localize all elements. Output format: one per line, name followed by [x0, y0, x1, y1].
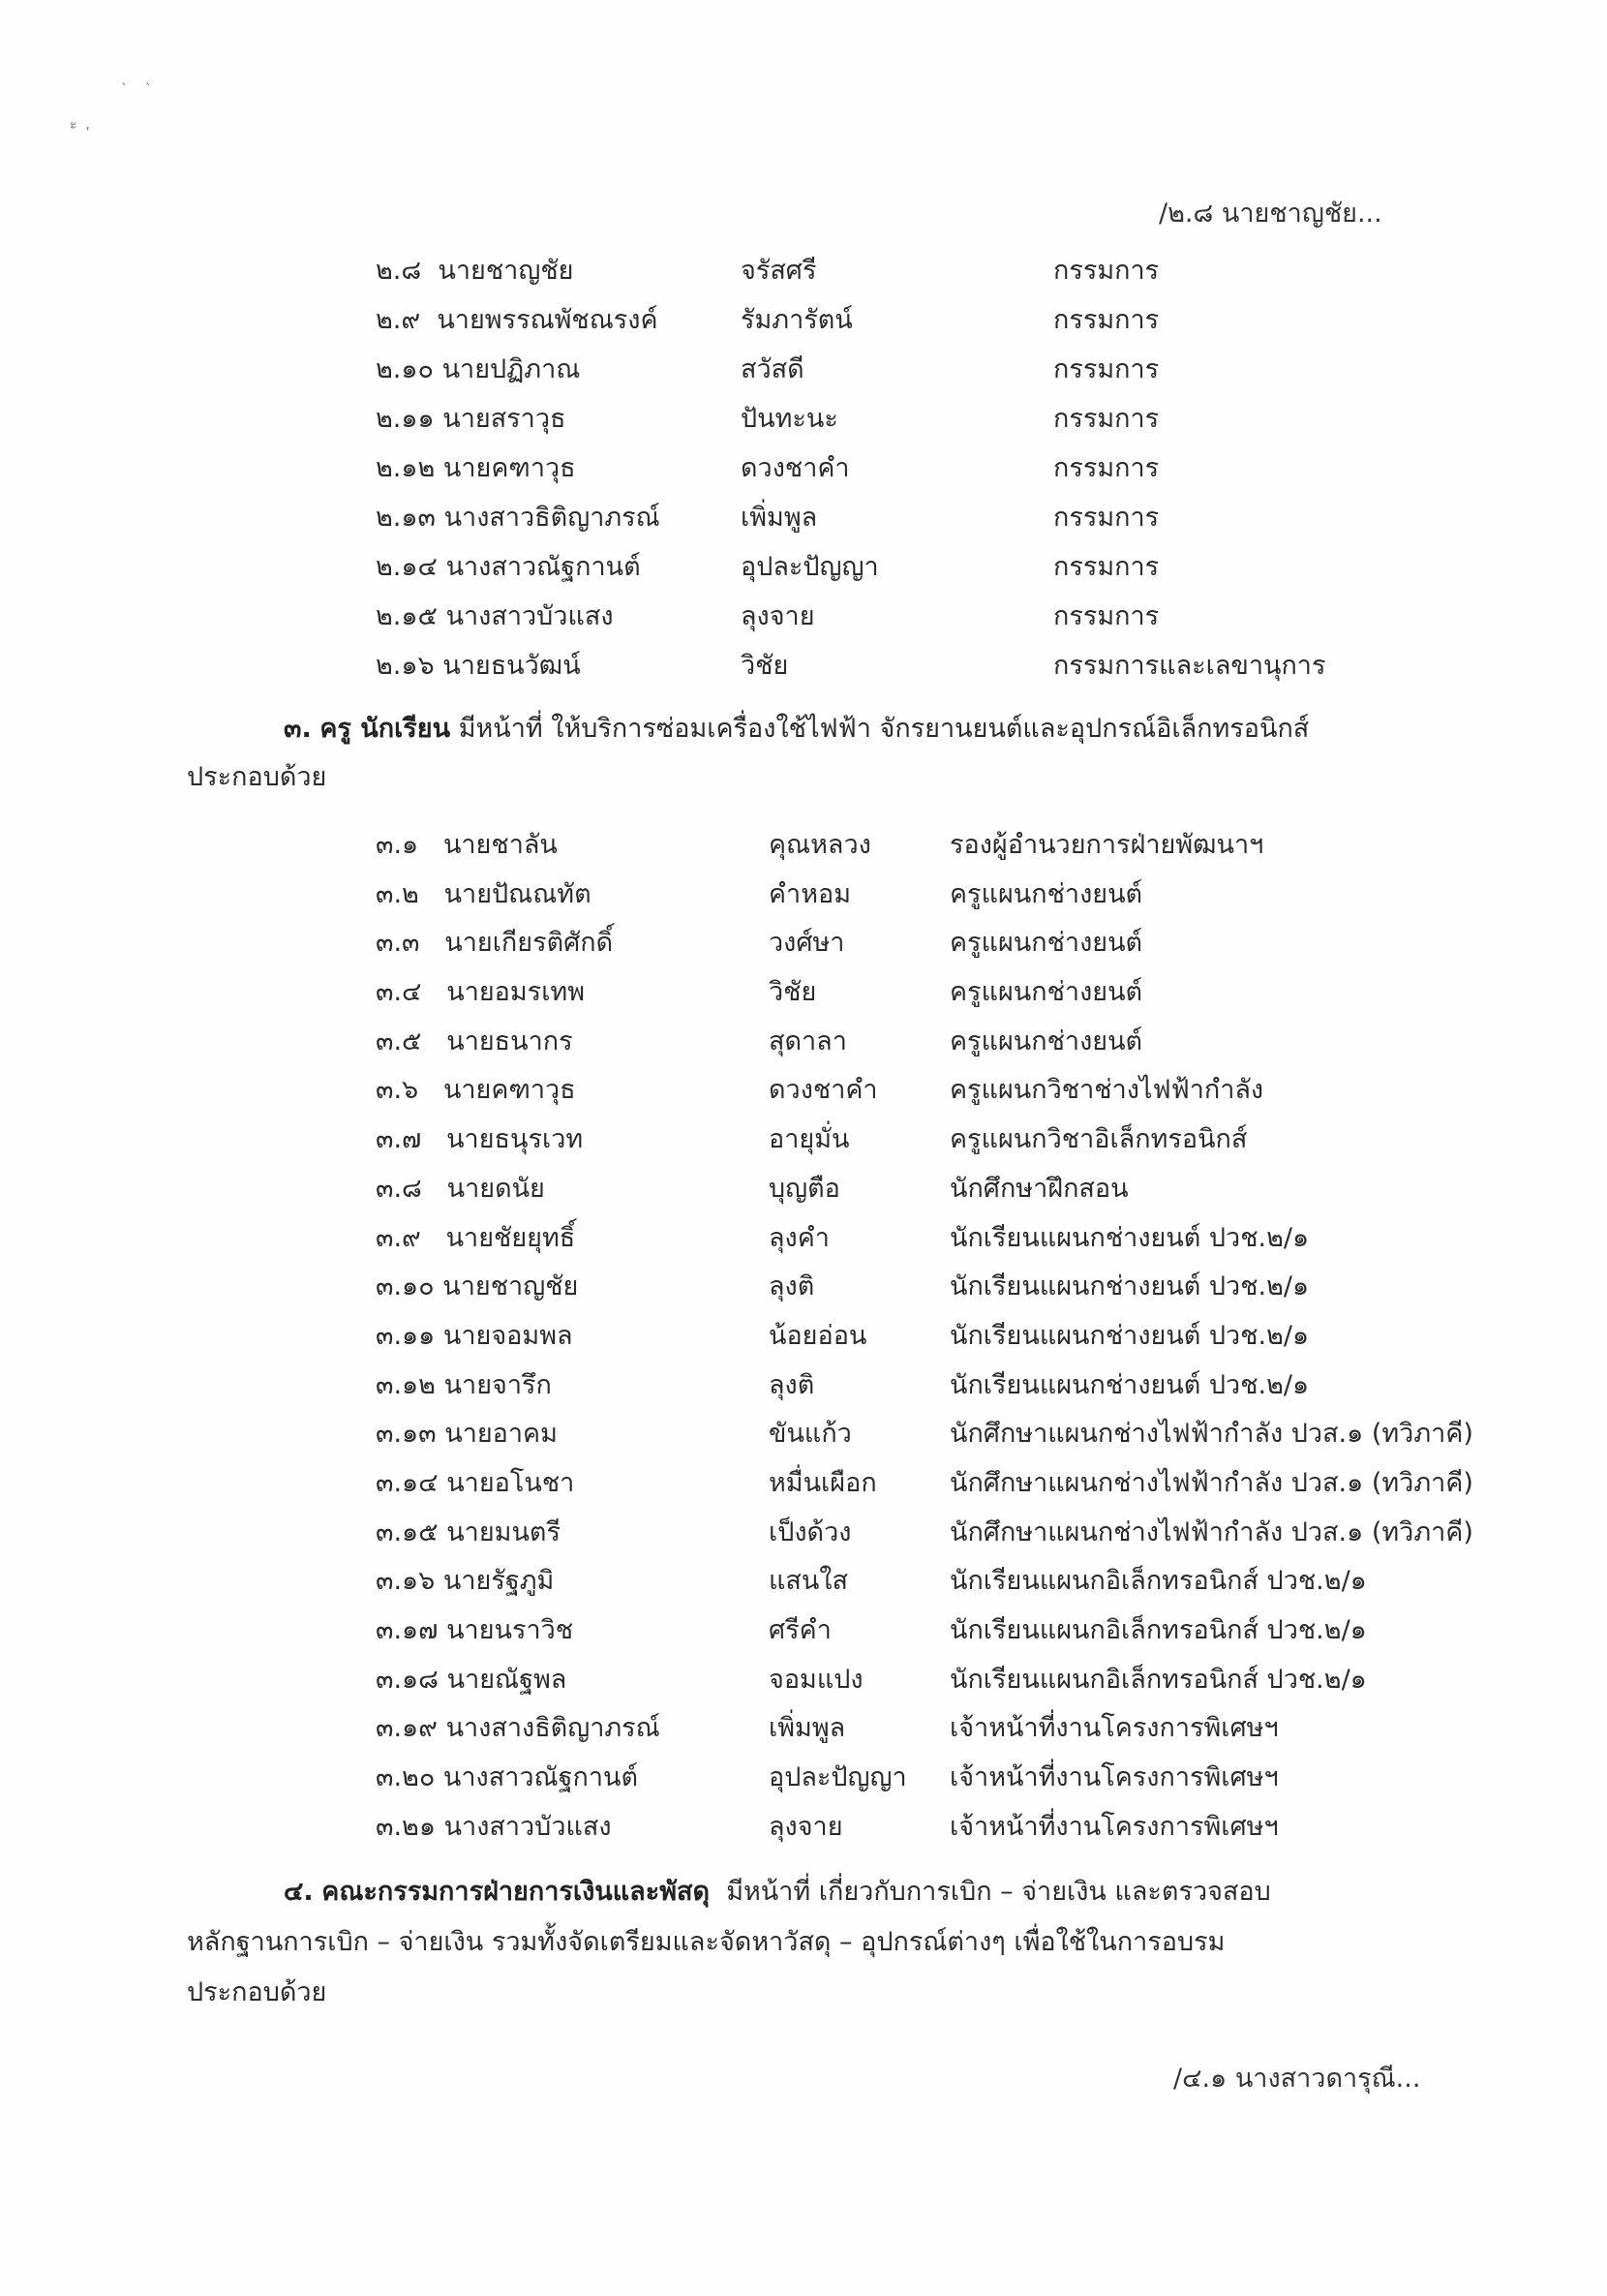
- member-number: ๓.๘: [376, 1173, 422, 1204]
- continuation-header: /๒.๘ นายชาญชัย...: [1159, 199, 1382, 229]
- member-number: ๓.๒: [376, 878, 419, 909]
- member-surname: วิชัย: [741, 651, 789, 681]
- member-row: [376, 1549, 1557, 1599]
- member-role: กรรมการ: [1053, 552, 1160, 582]
- member-row: [376, 634, 1557, 684]
- member-surname: ลุงคำ: [769, 1222, 830, 1253]
- member-name: ๓.๑๓ นายอาคม: [376, 1419, 558, 1450]
- member-row: [376, 338, 1557, 387]
- member-role: นักเรียนแผนกอิเล็กทรอนิกส์ ปวช.๒/๑: [950, 1615, 1367, 1645]
- member-role: นักศึกษาฝึกสอน: [950, 1173, 1129, 1204]
- member-role: กรรมการ: [1053, 601, 1160, 631]
- member-role: นักเรียนแผนกช่างยนต์ ปวช.๒/๑: [950, 1271, 1310, 1302]
- member-number: ๓.๑: [376, 830, 419, 860]
- member-row: [376, 1207, 1557, 1256]
- member-name: ๓.๑๑ นายจอมพล: [376, 1320, 573, 1351]
- member-name: ๓.๑๒ นายจารึก: [376, 1369, 552, 1400]
- member-number: ๓.๑๗: [376, 1615, 439, 1645]
- member-number: ๓.๑๕: [376, 1516, 439, 1547]
- member-role: นักศึกษาแผนกช่างไฟฟ้ากำลัง ปวส.๑ (ทวิภาคี): [950, 1516, 1473, 1547]
- member-surname: น้อยอ่อน: [769, 1320, 867, 1351]
- member-number: ๓.๑๖: [376, 1566, 436, 1597]
- member-row: [376, 289, 1557, 338]
- section-4-description-line2: หลักฐานการเบิก – จ่ายเงิน รวมทั้งจัดเตรียมและจัดหาวัสดุ – อุปกรณ์ต่างๆ เพื่อใช้ในการอบรม: [187, 1927, 1226, 1957]
- member-role: กรรมการ: [1053, 256, 1160, 286]
- member-role: กรรมการ: [1053, 354, 1160, 384]
- member-number: ๒.๑๐: [376, 354, 434, 384]
- member-row: [376, 1255, 1557, 1304]
- member-number: ๓.๔: [376, 977, 422, 1008]
- member-role: ครูแผนกวิชาอิเล็กทรอนิกส์: [950, 1124, 1248, 1155]
- member-name: ๓.๔ นายอมรเทพ: [376, 977, 586, 1008]
- member-row: [376, 1010, 1557, 1059]
- member-role: รองผู้อำนวยการฝ่ายพัฒนาฯ: [950, 830, 1264, 860]
- section-4-description-line1: มีหน้าที่ เกี่ยวกับการเบิก – จ่ายเงิน และตรวจสอบ: [726, 1877, 1271, 1907]
- member-number: ๒.๑๓: [376, 503, 436, 533]
- member-surname: ลุงจาย: [741, 601, 815, 631]
- member-number: ๓.๕: [376, 1026, 422, 1056]
- member-row: [376, 1058, 1557, 1108]
- member-name: ๓.๖ นายคฑาวุธ: [376, 1075, 576, 1106]
- member-row: [376, 1452, 1557, 1501]
- member-number: ๒.๑๑: [376, 404, 435, 434]
- member-row: [376, 387, 1557, 437]
- member-row: [376, 585, 1557, 634]
- member-role: นักศึกษาแผนกช่างไฟฟ้ากำลัง ปวส.๑ (ทวิภาคี): [950, 1467, 1473, 1498]
- member-surname: คุณหลวง: [769, 830, 871, 860]
- member-row: [376, 1108, 1557, 1157]
- member-role: กรรมการและเลขานุการ: [1053, 651, 1326, 681]
- member-number: ๓.๗: [376, 1124, 422, 1155]
- member-name: ๓.๑๕ นายมนตรี: [376, 1516, 561, 1547]
- member-surname: ลุงติ: [769, 1271, 815, 1302]
- section-4-heading: [187, 1867, 1416, 2018]
- member-surname: รัมภารัตน์: [741, 305, 853, 335]
- member-name: ๓.๒๐ นางสาวณัฐกานต์: [376, 1762, 638, 1793]
- member-surname: คำหอม: [769, 878, 852, 909]
- member-number: ๓.๑๔: [376, 1467, 439, 1498]
- section-3-number: ๓.: [284, 714, 312, 744]
- member-role: ครูแผนกช่างยนต์: [950, 928, 1143, 959]
- member-role: ครูแผนกช่างยนต์: [950, 977, 1143, 1008]
- section-2-member-list: [376, 239, 1557, 684]
- member-role: นักเรียนแผนกช่างยนต์ ปวช.๒/๑: [950, 1320, 1310, 1351]
- member-name: ๓.๘ นายดนัย: [376, 1173, 545, 1204]
- member-role: ครูแผนกช่างยนต์: [950, 1026, 1143, 1056]
- member-name: ๒.๑๐ นายปฏิภาณ: [376, 354, 581, 384]
- member-name: ๓.๗ นายธนุรเวท: [376, 1124, 584, 1155]
- member-role: กรรมการ: [1053, 503, 1160, 533]
- member-row: [376, 1599, 1557, 1648]
- member-role: นักเรียนแผนกอิเล็กทรอนิกส์ ปวช.๒/๑: [950, 1566, 1367, 1597]
- member-row: [376, 1795, 1557, 1845]
- section-3-heading: [187, 705, 1416, 802]
- member-role: นักเรียนแผนกช่างยนต์ ปวช.๒/๑: [950, 1369, 1310, 1400]
- member-surname: จอมแปง: [769, 1664, 864, 1695]
- member-number: ๓.๑๓: [376, 1419, 437, 1450]
- member-role: ครูแผนกช่างยนต์: [950, 878, 1143, 909]
- section-4-number: ๔.: [284, 1877, 314, 1907]
- member-name: ๓.๕ นายธนากร: [376, 1026, 573, 1056]
- member-name: ๒.๙ นายพรรณพัชณรงค์: [376, 305, 658, 335]
- member-surname: วงศ์ษา: [769, 928, 845, 959]
- member-row: [376, 911, 1557, 961]
- member-name: ๓.๑๐ นายชาญชัย: [376, 1271, 579, 1302]
- continuation-footer: /๔.๑ นางสาวดารุณี...: [1173, 2064, 1421, 2094]
- member-name: ๓.๑๔ นายอโนชา: [376, 1467, 575, 1498]
- member-row: [376, 239, 1557, 289]
- member-surname: สุดาลา: [769, 1026, 847, 1056]
- member-name: ๓.๙ นายชัยยุทธิ์: [376, 1222, 576, 1253]
- member-role: นักเรียนแผนกช่างยนต์ ปวช.๒/๑: [950, 1222, 1310, 1253]
- member-name: ๓.๑ นายชาลัน: [376, 830, 558, 860]
- member-role: กรรมการ: [1053, 453, 1160, 483]
- member-number: ๒.๑๒: [376, 453, 436, 483]
- scan-artifact: ะ ,: [70, 117, 90, 133]
- member-name: ๒.๑๔ นางสาวณัฐกานต์: [376, 552, 641, 582]
- section-3-description: มีหน้าที่ ให้บริการซ่อมเครื่องใช้ไฟฟ้า จักรยานยนต์และอุปกรณ์อิเล็กทรอนิกส์: [458, 714, 1310, 744]
- section-4-title: คณะกรรมการฝ่ายการเงินและพัสดุ: [321, 1877, 711, 1907]
- section-4-consists-of: ประกอบด้วย: [187, 1977, 327, 2007]
- member-number: ๓.๑๙: [376, 1713, 438, 1744]
- member-row: [376, 486, 1557, 536]
- member-row: [376, 813, 1557, 863]
- member-row: [376, 1648, 1557, 1698]
- member-number: ๒.๑๖: [376, 651, 435, 681]
- member-surname: ปันทะนะ: [741, 404, 838, 434]
- member-number: ๓.๑๐: [376, 1271, 435, 1302]
- member-row: [376, 961, 1557, 1010]
- member-name: ๒.๑๒ นายคฑาวุธ: [376, 453, 576, 483]
- member-row: [376, 437, 1557, 486]
- member-number: ๒.๘: [376, 256, 422, 286]
- member-surname: ลุงติ: [769, 1369, 815, 1400]
- member-name: ๓.๒๑ นางสาวบัวแสง: [376, 1811, 612, 1842]
- member-number: ๓.๖: [376, 1075, 419, 1106]
- member-surname: ดวงชาคำ: [769, 1075, 878, 1106]
- member-name: ๒.๘ นายชาญชัย: [376, 256, 574, 286]
- member-number: ๓.๑๑: [376, 1320, 436, 1351]
- member-number: ๓.๒๑: [376, 1811, 436, 1842]
- member-role: นักเรียนแผนกอิเล็กทรอนิกส์ ปวช.๒/๑: [950, 1664, 1367, 1695]
- member-name: ๒.๑๕ นางสาวบัวแสง: [376, 601, 614, 631]
- member-surname: สวัสดี: [741, 354, 804, 384]
- member-name: ๓.๒ นายปัณณทัต: [376, 878, 591, 909]
- member-number: ๓.๓: [376, 928, 420, 959]
- member-surname: ดวงชาคำ: [741, 453, 850, 483]
- member-surname: ลุงจาย: [769, 1811, 843, 1842]
- member-number: ๓.๑๘: [376, 1664, 440, 1695]
- scan-artifact: ˋ ˋ: [121, 82, 152, 98]
- member-role: กรรมการ: [1053, 404, 1160, 434]
- member-number: ๓.๑๒: [376, 1369, 436, 1400]
- member-role: กรรมการ: [1053, 305, 1160, 335]
- member-name: ๒.๑๓ นางสาวธิติญาภรณ์: [376, 503, 660, 533]
- member-role: ครูแผนกวิชาช่างไฟฟ้ากำลัง: [950, 1075, 1264, 1106]
- member-row: [376, 1697, 1557, 1746]
- member-surname: อุปละปัญญา: [769, 1762, 907, 1793]
- section-3-title: ครู นักเรียน: [319, 714, 451, 744]
- member-surname: แสนใส: [769, 1566, 849, 1597]
- member-number: ๒.๑๕: [376, 601, 438, 631]
- member-name: ๓.๑๗ นายนราวิช: [376, 1615, 574, 1645]
- member-surname: ศรีคำ: [769, 1615, 832, 1645]
- member-name: ๓.๑๙ นางสางธิติญาภรณ์: [376, 1713, 660, 1744]
- member-surname: อายุมั่น: [769, 1124, 850, 1155]
- member-name: ๓.๓ นายเกียรติศักดิ์: [376, 928, 614, 959]
- member-row: [376, 1501, 1557, 1550]
- member-surname: เป็งด้วง: [769, 1516, 852, 1547]
- member-number: ๓.๙: [376, 1222, 421, 1253]
- member-name: ๓.๑๘ นายณัฐพล: [376, 1664, 567, 1695]
- member-number: ๒.๑๔: [376, 552, 438, 582]
- member-name: ๓.๑๖ นายรัฐภูมิ: [376, 1566, 555, 1597]
- member-surname: อุปละปัญญา: [741, 552, 879, 582]
- member-surname: เพิ่มพูล: [769, 1713, 846, 1744]
- member-role: นักศึกษาแผนกช่างไฟฟ้ากำลัง ปวส.๑ (ทวิภาคี): [950, 1419, 1473, 1450]
- member-surname: ขันแก้ว: [769, 1419, 852, 1450]
- member-surname: บุญตือ: [769, 1173, 840, 1204]
- member-number: ๒.๙: [376, 305, 421, 335]
- member-surname: เพิ่มพูล: [741, 503, 818, 533]
- member-row: [376, 1304, 1557, 1354]
- member-row: [376, 863, 1557, 912]
- section-3-consists-of: ประกอบด้วย: [187, 762, 327, 792]
- member-surname: วิชัย: [769, 977, 817, 1008]
- member-row: [376, 1354, 1557, 1403]
- member-row: [376, 1746, 1557, 1795]
- member-surname: หมื่นเผือก: [769, 1467, 877, 1498]
- member-role: เจ้าหน้าที่งานโครงการพิเศษฯ: [950, 1811, 1279, 1842]
- member-number: ๓.๒๐: [376, 1762, 436, 1793]
- member-row: [376, 536, 1557, 585]
- member-role: เจ้าหน้าที่งานโครงการพิเศษฯ: [950, 1762, 1279, 1793]
- member-row: [376, 1402, 1557, 1452]
- member-role: เจ้าหน้าที่งานโครงการพิเศษฯ: [950, 1713, 1279, 1744]
- member-row: [376, 1157, 1557, 1207]
- member-surname: จรัสศรี: [741, 256, 817, 286]
- member-name: ๒.๑๖ นายธนวัฒน์: [376, 651, 581, 681]
- member-name: ๒.๑๑ นายสราวุธ: [376, 404, 566, 434]
- section-3-member-list: [376, 813, 1557, 1844]
